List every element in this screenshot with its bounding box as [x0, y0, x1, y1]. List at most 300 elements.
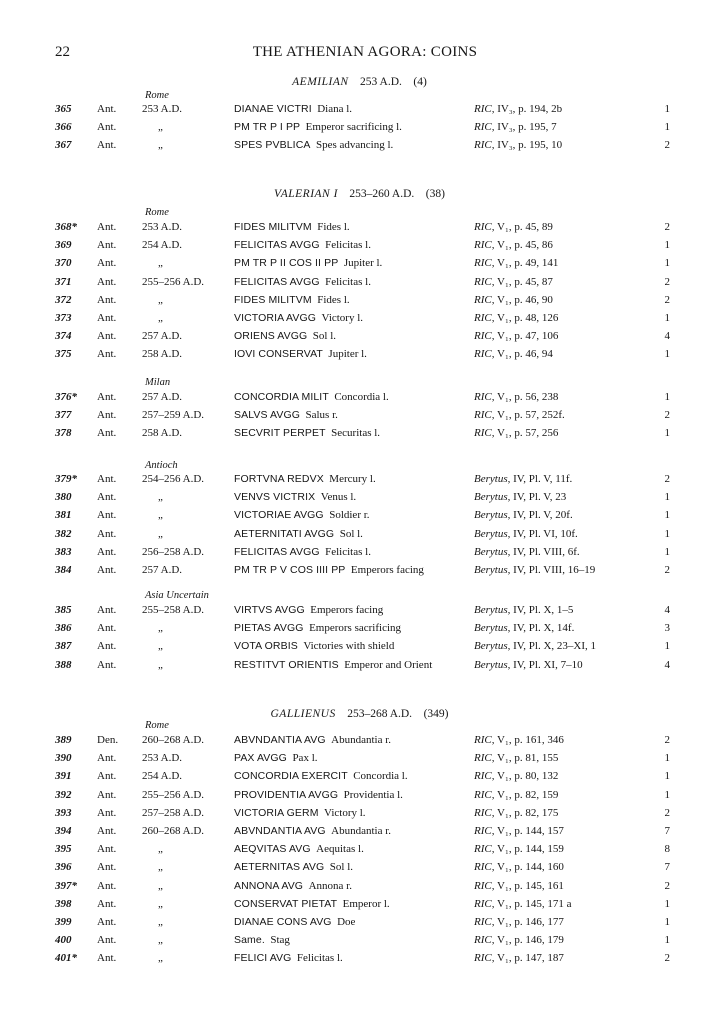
catalogue-row — [0, 292, 719, 309]
issue-date: 260–268 A.D. — [142, 734, 205, 746]
legend-cell — [234, 638, 394, 655]
denomination: Ant. — [97, 806, 117, 819]
denomination: Ant. — [97, 391, 117, 403]
specimen-count: 1 — [664, 770, 670, 783]
catalogue-number: 382 — [55, 527, 72, 540]
issue-date: 258 A.D. — [142, 427, 183, 440]
issue-date: 257 A.D. — [142, 391, 183, 403]
legend-cell — [234, 950, 343, 967]
specimen-count: 2 — [664, 734, 670, 746]
reference-series: RIC, — [474, 916, 495, 928]
catalogue-number: 370 — [55, 257, 72, 270]
specimen-count: 1 — [664, 103, 670, 115]
coin-legend: AETERNITATI AVGG — [234, 527, 335, 540]
catalogue-row — [0, 768, 719, 785]
reverse-type: Emperor l. — [342, 897, 390, 910]
legend-cell — [234, 219, 350, 236]
reference-series: RIC, — [474, 221, 495, 233]
reference-cell — [474, 805, 558, 822]
reference-series: RIC, — [474, 391, 495, 403]
denomination: Ant. — [97, 640, 117, 653]
reference: IV, Pl. X, 1–5 — [513, 604, 574, 616]
catalogue-number: 379* — [55, 473, 77, 485]
specimen-count: 7 — [664, 825, 670, 837]
reference-cell — [474, 732, 564, 749]
reference-series: Berytus, — [474, 640, 511, 653]
catalogue-number: 366 — [55, 121, 72, 134]
catalogue-row — [0, 841, 719, 858]
reference-cell — [474, 932, 564, 949]
denomination: Ant. — [97, 509, 117, 522]
reverse-type: Felicitas l. — [325, 239, 371, 252]
specimen-count: 1 — [664, 934, 670, 947]
coin-legend: FELICITAS AVGG — [234, 545, 320, 558]
reference-series: Berytus, — [474, 564, 511, 576]
legend-cell — [234, 823, 391, 840]
reference-series: Berytus, — [474, 658, 511, 671]
reference-series: Berytus, — [474, 622, 511, 635]
legend-cell — [234, 310, 363, 327]
ruler-name: VALERIAN I — [274, 188, 338, 200]
reference-cell — [474, 425, 558, 442]
reference-series: RIC, — [474, 139, 495, 152]
reference-series: Berytus, — [474, 473, 511, 485]
reference-series: RIC, — [474, 257, 495, 270]
issue-date: 257 A.D. — [142, 564, 183, 576]
denomination: Ant. — [97, 952, 117, 965]
coin-legend: FORTVNA REDVX — [234, 473, 324, 485]
reference-cell — [474, 237, 553, 254]
ruler-count: (4) — [413, 76, 427, 88]
reference-cell — [474, 407, 565, 424]
denomination: Ant. — [97, 897, 117, 910]
issue-date: 257 A.D. — [142, 330, 183, 343]
reference-cell — [474, 896, 571, 913]
catalogue-row — [0, 255, 719, 272]
reference: V₁, p. 144, 157 — [497, 825, 564, 837]
catalogue-number: 373 — [55, 312, 72, 324]
catalogue-row — [0, 657, 719, 674]
specimen-count: 2 — [664, 221, 670, 233]
catalogue-number: 398 — [55, 897, 72, 910]
reverse-type: Doe — [337, 916, 356, 928]
reverse-type: Securitas l. — [331, 427, 381, 440]
reverse-type: Victories with shield — [303, 640, 395, 653]
catalogue-number: 390 — [55, 752, 72, 765]
coin-legend: FIDES MILITVM — [234, 221, 312, 233]
ruler-dates: 253–268 A.D. — [347, 708, 413, 720]
reverse-type: Diana l. — [317, 103, 353, 115]
reference-series: RIC, — [474, 275, 495, 288]
specimen-count: 1 — [664, 640, 670, 653]
catalogue-number: 394 — [55, 825, 72, 837]
specimen-count: 1 — [664, 545, 670, 558]
catalogue-row — [0, 602, 719, 619]
section-title — [0, 76, 719, 88]
catalogue-number: 384 — [55, 564, 72, 576]
denomination: Ant. — [97, 348, 117, 361]
specimen-count: 2 — [664, 293, 670, 306]
catalogue-number: 387 — [55, 640, 72, 653]
legend-cell — [234, 657, 432, 674]
reference-series: RIC, — [474, 879, 495, 892]
catalogue-row — [0, 732, 719, 749]
issue-date: 253 A.D. — [142, 752, 183, 765]
coin-legend: VICTORIA AVGG — [234, 312, 317, 324]
reference: IV, Pl. VIII, 6f. — [513, 545, 580, 558]
coin-legend: FIDES MILITVM — [234, 293, 312, 306]
catalogue-row — [0, 310, 719, 327]
issue-date: 254–256 A.D. — [142, 473, 205, 485]
coin-legend: ANNONA AVG — [234, 879, 304, 892]
denomination: Ant. — [97, 275, 117, 288]
denomination: Ant. — [97, 312, 117, 324]
reference-cell — [474, 274, 553, 291]
issue-date: 255–256 A.D. — [142, 275, 205, 288]
reference-cell — [474, 841, 564, 858]
mint-label: Rome — [145, 720, 169, 731]
reverse-type: Annona r. — [308, 879, 352, 892]
reverse-type: Pax l. — [292, 752, 318, 765]
denomination: Ant. — [97, 843, 117, 856]
catalogue-number: 385 — [55, 604, 72, 616]
ruler-dates: 253–260 A.D. — [349, 188, 415, 200]
denomination: Ant. — [97, 491, 117, 504]
reference: V₁, p. 56, 238 — [497, 391, 559, 403]
issue-date: „ — [158, 916, 163, 928]
legend-cell — [234, 841, 364, 858]
page-header — [55, 44, 675, 64]
catalogue-number: 400 — [55, 934, 72, 947]
catalogue-row — [0, 471, 719, 488]
issue-date: „ — [158, 934, 163, 947]
reference: V₁, p. 47, 106 — [497, 330, 559, 343]
reference-cell — [474, 750, 558, 767]
specimen-count: 2 — [664, 806, 670, 819]
specimen-count: 4 — [664, 604, 670, 616]
specimen-count: 2 — [664, 409, 670, 422]
issue-date: „ — [158, 312, 163, 324]
coin-legend: DIANAE CONS AVG — [234, 916, 332, 928]
legend-cell — [234, 914, 355, 931]
reverse-type: Salus r. — [305, 409, 338, 422]
legend-cell — [234, 255, 382, 272]
denomination: Ant. — [97, 916, 117, 928]
reverse-type: Jupiter l. — [328, 348, 367, 361]
reference-cell — [474, 219, 553, 236]
reference-cell — [474, 620, 574, 637]
denomination: Ant. — [97, 139, 117, 152]
coin-legend: ABVNDANTIA AVG — [234, 825, 326, 837]
denomination: Ant. — [97, 103, 117, 115]
catalogue-number: 372 — [55, 293, 72, 306]
denomination: Ant. — [97, 622, 117, 635]
coin-legend: FELICITAS AVGG — [234, 275, 320, 288]
reference-cell — [474, 526, 578, 543]
specimen-count: 1 — [664, 491, 670, 504]
reverse-type: Emperors facing — [350, 564, 424, 576]
reference: IV₃, p. 195, 7 — [497, 121, 557, 134]
reference: V₁, p. 45, 89 — [497, 221, 553, 233]
legend-cell — [234, 602, 383, 619]
catalogue-row — [0, 507, 719, 524]
reverse-type: Venus l. — [320, 491, 357, 504]
reference-cell — [474, 255, 558, 272]
ruler-name: AEMILIAN — [292, 76, 349, 88]
reference-series: RIC, — [474, 825, 495, 837]
reference: IV, Pl. V, 11f. — [513, 473, 573, 485]
specimen-count: 1 — [664, 527, 670, 540]
catalogue-number: 393 — [55, 806, 72, 819]
catalogue-row — [0, 274, 719, 291]
reference: IV, Pl. X, 23–XI, 1 — [513, 640, 597, 653]
catalogue-row — [0, 526, 719, 543]
reverse-type: Emperor sacrificing l. — [305, 121, 402, 134]
catalogue-row — [0, 425, 719, 442]
reference-cell — [474, 638, 596, 655]
reverse-type: Providentia l. — [343, 788, 403, 801]
reference-cell — [474, 562, 595, 579]
specimen-count: 2 — [664, 564, 670, 576]
legend-cell — [234, 896, 390, 913]
reference: V₁, p. 145, 161 — [497, 879, 564, 892]
reference-cell — [474, 489, 566, 506]
reference-series: RIC, — [474, 806, 495, 819]
reverse-type: Felicitas l. — [325, 275, 371, 288]
coin-legend: ABVNDANTIA AVG — [234, 734, 326, 746]
catalogue-row — [0, 638, 719, 655]
catalogue-row — [0, 544, 719, 561]
legend-cell — [234, 346, 367, 363]
catalogue-number: 401* — [55, 952, 77, 965]
mint-label: Rome — [145, 207, 169, 218]
reference: V₁, p. 144, 159 — [497, 843, 564, 856]
legend-cell — [234, 328, 336, 345]
reference-cell — [474, 768, 558, 785]
catalogue-row — [0, 237, 719, 254]
issue-date: 253 A.D. — [142, 221, 183, 233]
reference-cell — [474, 346, 553, 363]
legend-cell — [234, 768, 408, 785]
catalogue-row — [0, 932, 719, 949]
mint-label: Milan — [145, 377, 171, 388]
catalogue-row — [0, 620, 719, 637]
reference-cell — [474, 544, 580, 561]
specimen-count: 8 — [664, 843, 670, 856]
section-title — [0, 188, 719, 200]
issue-date: 254 A.D. — [142, 239, 183, 252]
coin-legend: VENVS VICTRIX — [234, 491, 316, 504]
reference-cell — [474, 137, 562, 154]
catalogue-number: 378 — [55, 427, 72, 440]
catalogue-row — [0, 750, 719, 767]
reference-cell — [474, 292, 553, 309]
reference-series: RIC, — [474, 952, 495, 965]
reference-cell — [474, 310, 558, 327]
denomination: Ant. — [97, 221, 117, 233]
reference: V₁, p. 161, 346 — [497, 734, 564, 746]
reverse-type: Fides l. — [317, 221, 350, 233]
specimen-count: 1 — [664, 916, 670, 928]
catalogue-number: 388 — [55, 658, 72, 671]
catalogue-number: 383 — [55, 545, 72, 558]
issue-date: 258 A.D. — [142, 348, 183, 361]
reference-series: RIC, — [474, 770, 495, 783]
reference: V₁, p. 45, 87 — [497, 275, 553, 288]
catalogue-number: 380 — [55, 491, 72, 504]
page-number: 22 — [55, 44, 70, 60]
issue-date: 260–268 A.D. — [142, 825, 205, 837]
reference: IV, Pl. VIII, 16–19 — [513, 564, 596, 576]
specimen-count: 1 — [664, 788, 670, 801]
mint-label: Rome — [145, 90, 169, 101]
reference: IV, Pl. VI, 10f. — [513, 527, 578, 540]
specimen-count: 1 — [664, 312, 670, 324]
reference-series: RIC, — [474, 121, 495, 134]
denomination: Den. — [97, 734, 119, 746]
catalogue-row — [0, 914, 719, 931]
coin-legend: IOVI CONSERVAT — [234, 348, 323, 361]
reference-series: RIC, — [474, 734, 495, 746]
issue-date: „ — [158, 257, 163, 270]
denomination: Ant. — [97, 293, 117, 306]
denomination: Ant. — [97, 564, 117, 576]
reverse-type: Victory l. — [324, 806, 366, 819]
reverse-type: Mercury l. — [329, 473, 376, 485]
reference: IV, Pl. X, 14f. — [513, 622, 575, 635]
coin-legend: VICTORIA GERM — [234, 806, 319, 819]
coin-legend: ORIENS AVGG — [234, 330, 308, 343]
issue-date: 253 A.D. — [142, 103, 183, 115]
reference-cell — [474, 787, 558, 804]
reference-cell — [474, 914, 564, 931]
issue-date: „ — [158, 879, 163, 892]
catalogue-row — [0, 346, 719, 363]
catalogue-row — [0, 489, 719, 506]
running-title: THE ATHENIAN AGORA: COINS — [252, 44, 478, 60]
reverse-type: Fides l. — [317, 293, 350, 306]
coin-legend: AETERNITAS AVG — [234, 861, 325, 874]
catalogue-row — [0, 787, 719, 804]
catalogue-row — [0, 950, 719, 967]
ruler-count: (38) — [425, 188, 445, 200]
legend-cell — [234, 750, 318, 767]
reference-series: RIC, — [474, 312, 495, 324]
catalogue-row — [0, 407, 719, 424]
catalogue-number: 391 — [55, 770, 72, 783]
denomination: Ant. — [97, 121, 117, 134]
ruler-count: (349) — [423, 708, 449, 720]
legend-cell — [234, 620, 401, 637]
specimen-count: 7 — [664, 861, 670, 874]
reference: V₁, p. 46, 94 — [497, 348, 553, 361]
legend-cell — [234, 119, 402, 136]
ruler-name: GALLIENUS — [270, 708, 336, 720]
reference-series: RIC, — [474, 788, 495, 801]
issue-date: „ — [158, 491, 163, 504]
denomination: Ant. — [97, 861, 117, 874]
denomination: Ant. — [97, 604, 117, 616]
catalogue-number: 377 — [55, 409, 72, 422]
section-title — [0, 708, 719, 720]
issue-date: „ — [158, 293, 163, 306]
issue-date: „ — [158, 658, 163, 671]
reference-series: RIC, — [474, 843, 495, 856]
reference: V₁, p. 144, 160 — [497, 861, 564, 874]
catalogue-row — [0, 859, 719, 876]
reference: IV, Pl. V, 23 — [513, 491, 567, 504]
specimen-count: 1 — [664, 121, 670, 134]
catalogue-number: 375 — [55, 348, 72, 361]
reference-series: RIC, — [474, 330, 495, 343]
reference: IV₃, p. 194, 2b — [497, 103, 563, 115]
reverse-type: Sol l. — [329, 861, 354, 874]
catalogue-number: 365 — [55, 103, 72, 115]
specimen-count: 2 — [664, 879, 670, 892]
coin-legend: RESTITVT ORIENTIS — [234, 658, 339, 671]
reference-cell — [474, 823, 564, 840]
specimen-count: 1 — [664, 239, 670, 252]
reference-cell — [474, 471, 572, 488]
issue-date: 257–259 A.D. — [142, 409, 205, 422]
specimen-count: 1 — [664, 752, 670, 765]
specimen-count: 2 — [664, 275, 670, 288]
reference-series: RIC, — [474, 934, 495, 947]
legend-cell — [234, 407, 338, 424]
denomination: Ant. — [97, 257, 117, 270]
reverse-type: Felicitas l. — [325, 545, 371, 558]
legend-cell — [234, 274, 371, 291]
coin-legend: Same. — [234, 934, 265, 947]
coin-legend: PAX AVGG — [234, 752, 287, 765]
reverse-type: Concordia l. — [353, 770, 408, 783]
legend-cell — [234, 544, 371, 561]
legend-cell — [234, 787, 403, 804]
legend-cell — [234, 101, 352, 118]
reference: V₁, p. 81, 155 — [497, 752, 559, 765]
issue-date: „ — [158, 843, 163, 856]
catalogue-row — [0, 328, 719, 345]
reference-cell — [474, 602, 573, 619]
legend-cell — [234, 237, 371, 254]
reference: V₁, p. 82, 159 — [497, 788, 559, 801]
legend-cell — [234, 292, 350, 309]
coin-legend: FELICI AVG — [234, 952, 292, 965]
reverse-type: Felicitas l. — [296, 952, 343, 965]
reference: V₁, p. 147, 187 — [497, 952, 564, 965]
reference: V₁, p. 48, 126 — [497, 312, 559, 324]
specimen-count: 2 — [664, 139, 670, 152]
reverse-type: Emperor and Orient — [344, 658, 433, 671]
coin-legend: VICTORIAE AVGG — [234, 509, 324, 522]
reference: V₁, p. 82, 175 — [497, 806, 559, 819]
coin-legend: VOTA ORBIS — [234, 640, 298, 653]
catalogue-number: 368* — [55, 221, 77, 233]
coin-legend: PROVIDENTIA AVGG — [234, 788, 339, 801]
reference: V₁, p. 57, 252f. — [497, 409, 565, 422]
reference: V₁, p. 49, 141 — [497, 257, 559, 270]
reference: V₁, p. 46, 90 — [497, 293, 553, 306]
issue-date: „ — [158, 527, 163, 540]
reference-series: RIC, — [474, 752, 495, 765]
denomination: Ant. — [97, 239, 117, 252]
specimen-count: 1 — [664, 509, 670, 522]
catalogue-row — [0, 101, 719, 118]
denomination: Ant. — [97, 409, 117, 422]
catalogue-number: 374 — [55, 330, 72, 343]
coin-legend: CONCORDIA EXERCIT — [234, 770, 348, 783]
reverse-type: Abundantia r. — [331, 734, 392, 746]
